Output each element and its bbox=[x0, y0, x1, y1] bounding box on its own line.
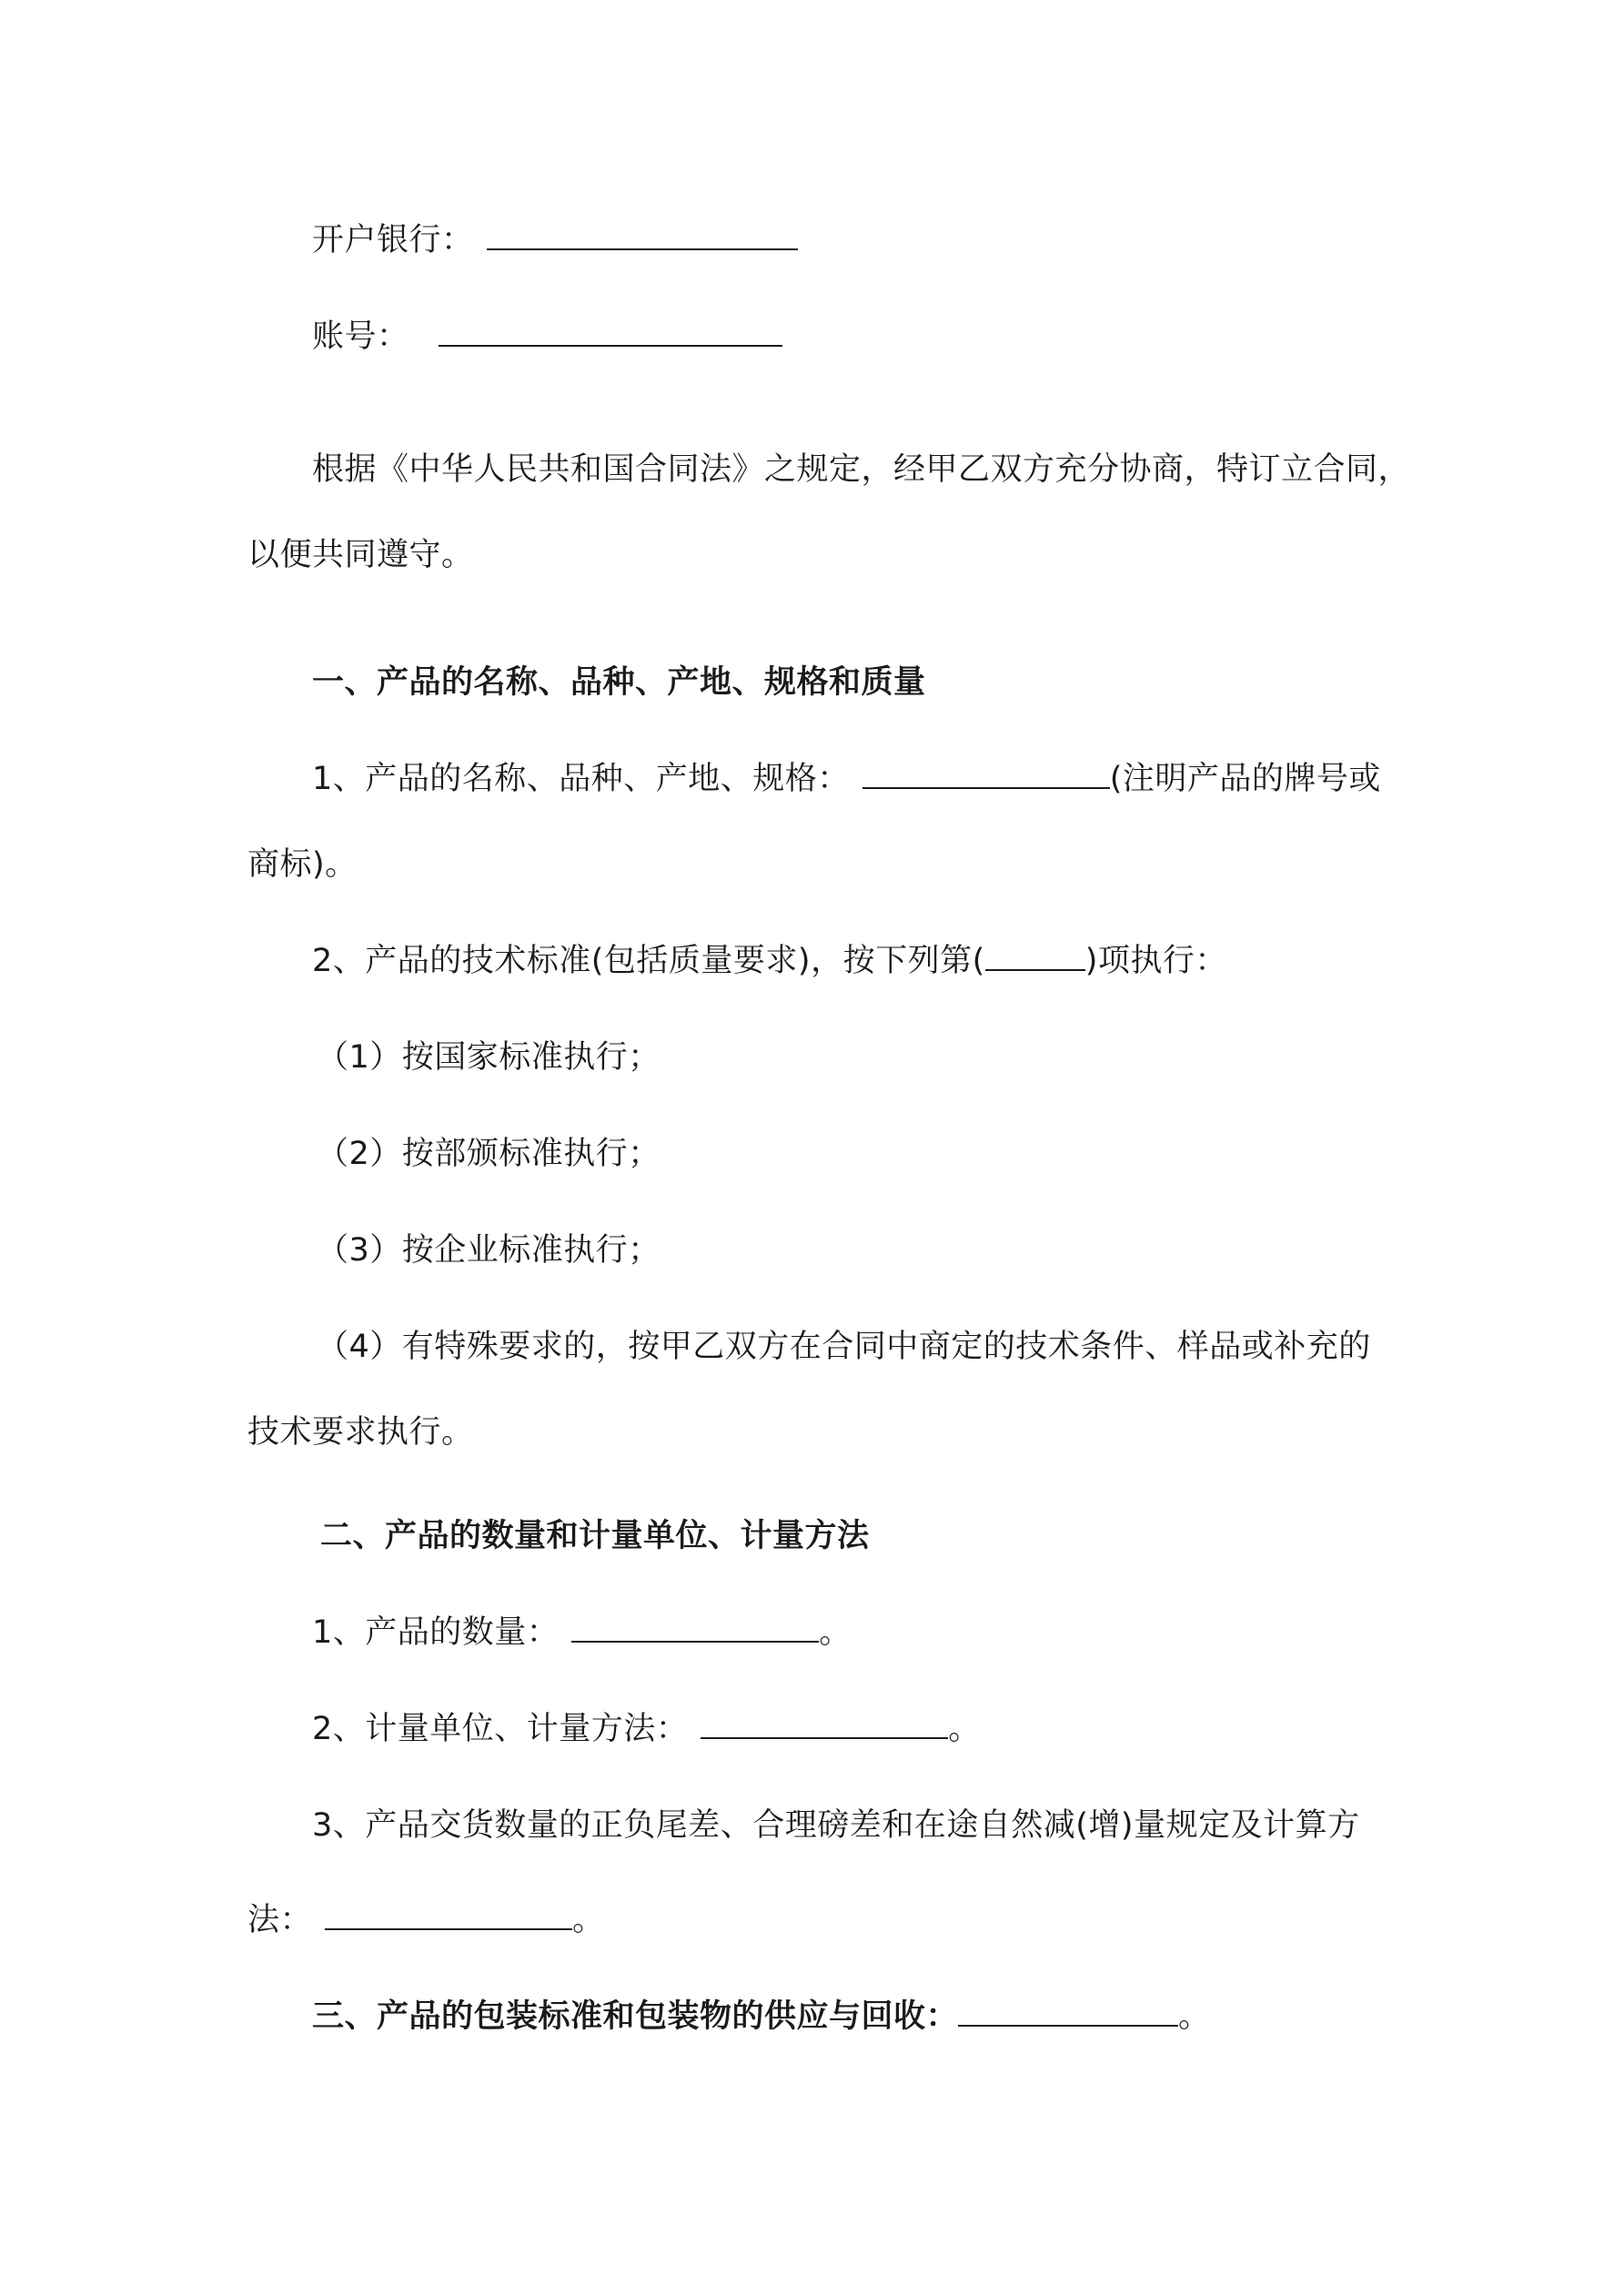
section2-heading: 二、产品的数量和计量单位、计量方法 bbox=[320, 1518, 870, 1554]
section2-item2 bbox=[312, 1709, 981, 1749]
section1-item1-text: 1、产品的名称、品种、产地、规格： bbox=[312, 761, 850, 797]
option-4: （4）有特殊要求的，按甲乙双方在合同中商定的技术条件、样品或补充的 bbox=[317, 1329, 1371, 1365]
option-3: （3）按企业标准执行； bbox=[317, 1232, 661, 1269]
section1-item1-cont: 商标)。 bbox=[247, 846, 358, 883]
section3-end: 。 bbox=[1178, 1998, 1211, 2035]
option-4-cont: 技术要求执行。 bbox=[247, 1414, 474, 1451]
section2-item1-text: 1、产品的数量： bbox=[312, 1614, 560, 1651]
section2-item2-text: 2、计量单位、计量方法： bbox=[312, 1711, 689, 1747]
bank-blank[interactable] bbox=[487, 221, 798, 250]
section2-item3-end: 。 bbox=[572, 1902, 605, 1938]
section3-line bbox=[312, 1997, 1211, 2037]
section2-item1 bbox=[312, 1613, 852, 1653]
section1-item1 bbox=[312, 759, 1381, 799]
section2-item2-blank[interactable] bbox=[701, 1710, 948, 1739]
bank-line bbox=[312, 220, 798, 260]
section2-item1-end: 。 bbox=[819, 1614, 852, 1651]
section1-heading: 一、产品的名称、品种、产地、规格和质量 bbox=[312, 664, 926, 701]
account-label: 账号： bbox=[312, 319, 409, 355]
intro-line-2: 以便共同遵守。 bbox=[247, 537, 474, 573]
section1-item1-blank[interactable] bbox=[862, 760, 1110, 789]
section2-item2-end: 。 bbox=[948, 1711, 981, 1747]
section2-item3: 3、产品交货数量的正负尾差、合理磅差和在途自然减(增)量规定及计算方 bbox=[312, 1807, 1360, 1844]
option-2: （2）按部颁标准执行； bbox=[317, 1136, 661, 1172]
section1-item2 bbox=[312, 941, 1227, 981]
section2-item3-text: 法： bbox=[247, 1902, 313, 1938]
section1-item2-blank[interactable] bbox=[985, 942, 1085, 971]
option-1: （1）按国家标准执行； bbox=[317, 1039, 661, 1076]
section2-item1-blank[interactable] bbox=[571, 1613, 819, 1643]
section1-item2-end: )项执行： bbox=[1084, 943, 1227, 979]
account-line bbox=[312, 317, 782, 357]
section3-blank[interactable] bbox=[958, 1998, 1178, 2027]
section2-item3-cont bbox=[247, 1900, 605, 1940]
section2-item3-blank[interactable] bbox=[325, 1901, 572, 1930]
section3-heading: 三、产品的包装标准和包装物的供应与回收： bbox=[312, 1998, 959, 2035]
section1-item1-note: (注明产品的牌号或 bbox=[1109, 761, 1381, 797]
bank-label: 开户银行： bbox=[312, 222, 474, 258]
account-blank[interactable] bbox=[439, 318, 782, 347]
section1-item2-text: 2、产品的技术标准(包括质量要求)，按下列第( bbox=[312, 943, 985, 979]
intro-line-1: 根据《中华人民共和国合同法》之规定，经甲乙双方充分协商，特订立合同， bbox=[312, 451, 1411, 488]
